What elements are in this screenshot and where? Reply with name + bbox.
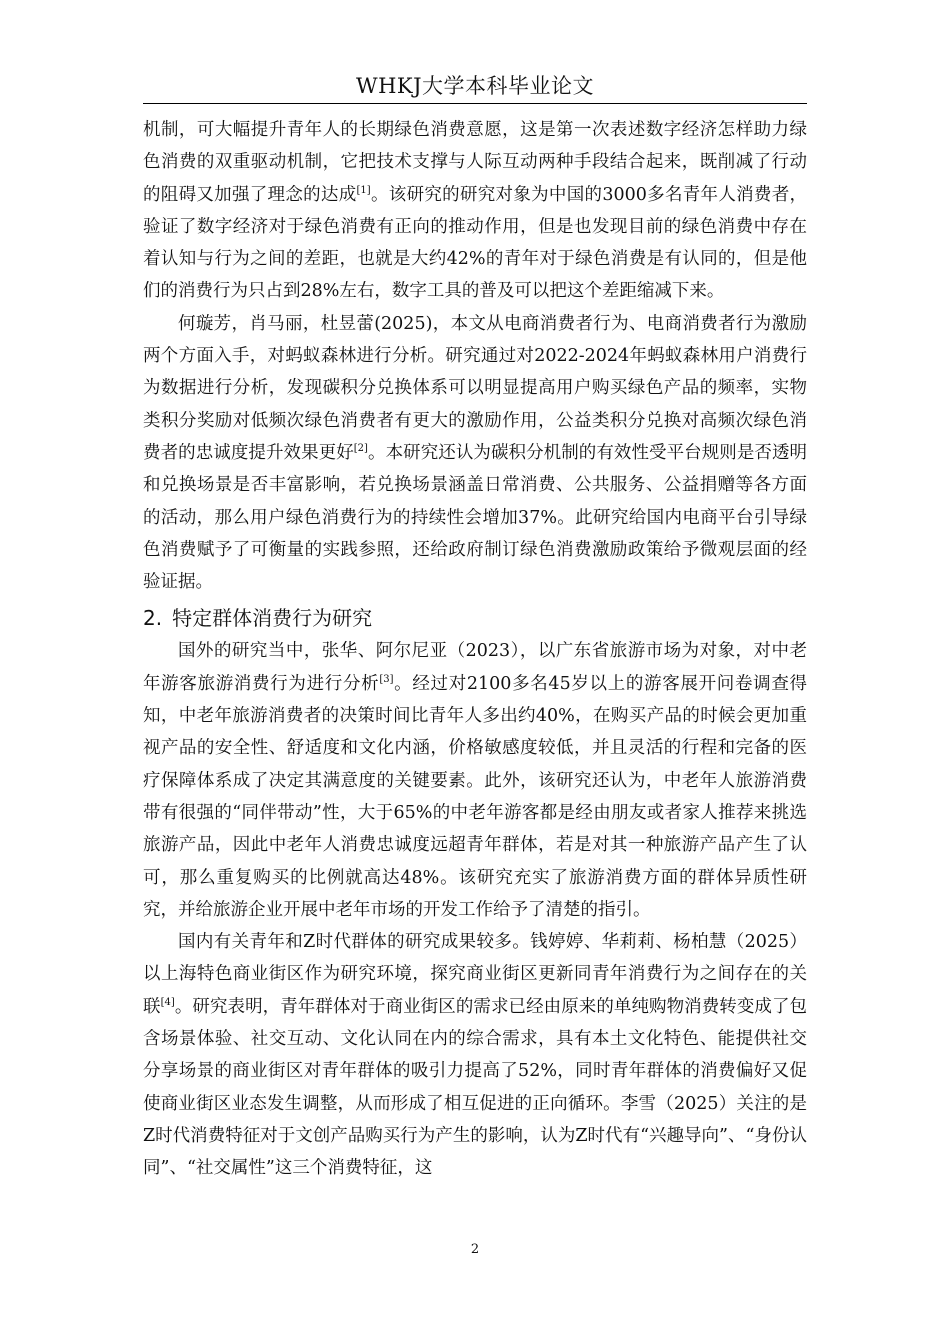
paragraph-text: 。该研究的研究对象为中国的3000多名青年人消费者，验证了数字经济对于绿色消费有正向的推动作用，但是也发现目前的绿色消费中存在着认知与行为之间的差距，也就是大约42%的青年对于绿色消费是有认同的，但是他们的消费行为只占到28%左右，数字工具的普及可以把这个差距缩减下来。 — [143, 184, 807, 302]
paragraph-text: 何璇芳，肖马丽，杜昱蕾(2025)，本文从电商消费者行为、电商消费者行为激励两个方面入手，对蚂蚁森林进行分析。研究通过对2022-2024年蚂蚁森林用户消费行为数据进行分析，发现碳积分兑换体系可以明显提高用户购买绿色产品的频率，实物类积分奖励对低频次绿色消费者有更大的激励作用，公益类积分兑换对高频次绿色消费者的忠诚度提升效果更好 — [143, 313, 807, 463]
section-number: 2. — [143, 606, 163, 631]
page-number: 2 — [470, 1242, 480, 1257]
running-header: WHKJ大学本科毕业论文 — [355, 74, 594, 98]
citation-ref-2: [2] — [353, 442, 368, 454]
paragraph-4 — [143, 926, 807, 1184]
citation-ref-1: [1] — [356, 184, 371, 196]
paragraph-text: 国外的研究当中，张华、阿尔尼亚（2023），以广东省旅游市场为对象，对中老年游客旅游消费行为进行分析 — [143, 641, 807, 694]
section-heading — [143, 603, 807, 633]
header-rule — [143, 103, 807, 104]
paragraph-2 — [143, 308, 807, 599]
paragraph-text: 。本研究还认为碳积分机制的有效性受平台规则是否透明和兑换场景是否丰富影响，若兑换场景涵盖日常消费、公共服务、公益捐赠等各方面的活动，那么用户绿色消费行为的持续性会增加37%。此研究给国内电商平台引导绿色消费赋予了可衡量的实践参照，还给政府制订绿色消费激励政策给予微观层面的经验证据。 — [143, 442, 808, 593]
paragraph-text: 。经过对2100多名45岁以上的游客展开问卷调查得知，中老年旅游消费者的决策时间比青年人多出约40%，在购买产品的时候会更加重视产品的安全性、舒适度和文化内涵，价格敏感度较低，并且灵活的行程和完备的医疗保障体系成了决定其满意度的关键要素。此外，该研究还认为，中老年人旅游消费带有很强的“同伴带动”性，大于65%的中老年游客都是经由朋友或者家人推荐来挑选旅游产品，因此中老年人消费忠诚度远超青年群体，若是对其一种旅游产品产生了认可，那么重复购买的比例就高达48%。该研究充实了旅游消费方面的群体异质性研究，并给旅游企业开展中老年市场的开发工作给予了清楚的指引。 — [143, 673, 808, 920]
paragraph-text: 。研究表明，青年群体对于商业街区的需求已经由原来的单纯购物消费转变成了包含场景体验、社交互动、文化认同在内的综合需求，具有本土文化特色、能提供社交分享场景的商业街区对青年群体的吸引力提高了52%，同时青年群体的消费偏好又促使商业街区业态发生调整，从而形成了相互促进的正向循环。李雪（2025）关注的是Z时代消费特征对于文创产品购买行为产生的影响，认为Z时代有“兴趣导向”、“身份认同”、“社交属性”这三个消费特征，这 — [143, 996, 808, 1179]
citation-ref-4: [4] — [160, 996, 175, 1008]
paragraph-text: 机制，可大幅提升青年人的长期绿色消费意愿，这是第一次表述数字经济怎样助力绿色消费的双重驱动机制，它把技术支撑与人际互动两种手段结合起来，既削减了行动的阻碍又加强了理念的达成 — [143, 120, 807, 205]
paragraph-3 — [143, 635, 807, 926]
citation-ref-3: [3] — [379, 673, 394, 685]
paragraph-text: 国内有关青年和Z时代群体的研究成果较多。钱婷婷、华莉莉、杨柏慧（2025）以上海特色商业街区作为研究环境，探究商业街区更新同青年消费行为之间存在的关联 — [143, 932, 807, 1017]
body-text — [143, 114, 807, 1185]
section-title: 特定群体消费行为研究 — [172, 606, 373, 631]
paragraph-1 — [143, 114, 807, 308]
